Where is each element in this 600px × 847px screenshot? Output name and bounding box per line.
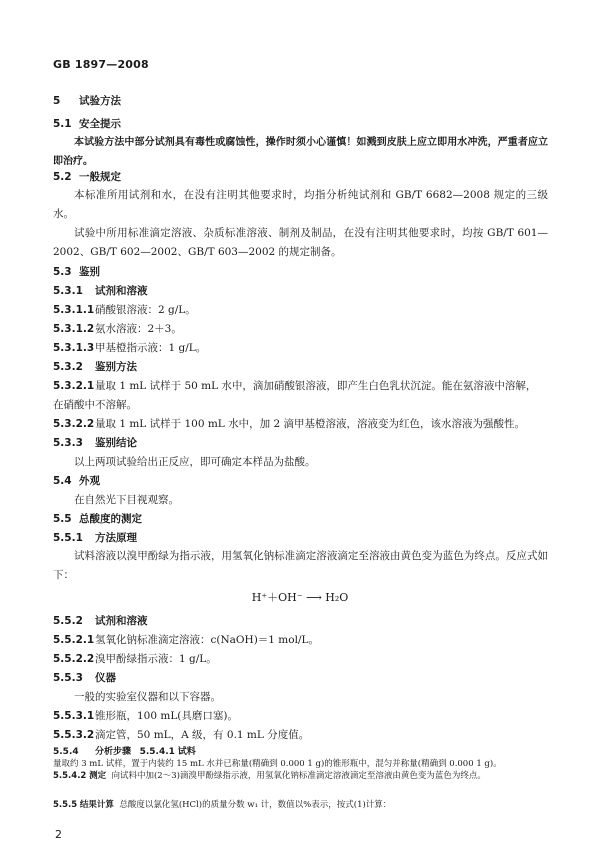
section-number: 5.3.2 — [53, 361, 83, 373]
section-5-5-3-heading — [53, 671, 548, 685]
sample-text: 量取约 3 mL 试样，置于内装约 15 mL 水并已称量(精确到 0.000 1 g)的锥形瓶中，混匀并称量(精确到 0.000 1 g)。 — [53, 759, 502, 769]
item-text: 锥形瓶，100 mL(具磨口塞)。 — [95, 710, 239, 722]
section-number: 5.5.3 — [53, 672, 83, 684]
section-title: 方法原理 — [95, 532, 137, 544]
reaction-equation: H⁺＋OH⁻ ⟶ H₂O — [251, 591, 349, 604]
item-number: 5.5.3.2 — [53, 729, 95, 741]
method-principle-text: 试料溶液以溴甲酚绿为指示液，用氢氧化钠标准滴定溶液滴定至溶液由黄色变为蓝色为终点。反应式如下： — [53, 550, 548, 581]
standard-code-header: GB 1897—2008 — [53, 58, 149, 71]
section-number: 5.5.2 — [53, 615, 83, 627]
item-5-5-2-2 — [53, 652, 548, 666]
section-title: 仪器 — [95, 672, 116, 684]
item-text: 量取 1 mL 试样于 100 mL 水中，加 2 滴甲基橙溶液，溶液变为红色，该水溶液为强酸性。 — [95, 418, 525, 430]
identification-conclusion-text: 以上两项试验给出正反应，即可确定本样品为盐酸。 — [74, 456, 316, 468]
item-number: 5.3.2.1 — [53, 380, 95, 392]
section-title: 分析步骤 — [95, 747, 132, 757]
section-title: 总酸度的测定 — [79, 513, 142, 525]
item-number: 5.5.2.2 — [53, 653, 95, 665]
section-5-3-1-heading — [53, 284, 548, 298]
item-5-5-4-2 — [53, 771, 548, 781]
item-number: 5.5.3.1 — [53, 710, 95, 722]
page-number: 2 — [55, 828, 62, 841]
item-text: 溴甲酚绿指示液：1 g/L。 — [95, 653, 217, 665]
section-5-2-heading — [53, 170, 548, 184]
section-5-5-2-heading — [53, 614, 548, 628]
section-number: 5.3.1 — [53, 285, 83, 297]
section-5-3-3-heading — [53, 436, 548, 450]
item-number: 5.5.2.1 — [53, 634, 95, 646]
section-title: 试验方法 — [79, 95, 121, 107]
item-5-3-2-2 — [53, 417, 548, 431]
item-5-5-3-2 — [53, 728, 548, 742]
section-number: 5.5.4 — [53, 747, 79, 757]
safety-warning-text: 本试验方法中部分试剂具有毒性或腐蚀性，操作时须小心谨慎！如溅到皮肤上应立即用水冲洗，严重者应立即治疗。 — [53, 137, 548, 167]
determination-text: 向试料中加(2～3)滴溴甲酚绿指示液，用氢氧化钠标准滴定溶液滴定至溶液由黄色变为蓝色为终点。 — [111, 771, 486, 781]
item-number: 5.5.4.2 — [53, 771, 87, 781]
item-text: 氢氧化钠标准滴定溶液：c(NaOH)＝1 mol/L。 — [95, 634, 319, 646]
appearance-text: 在自然光下目视观察。 — [74, 494, 179, 506]
calculation-text: 总酸度以氯化氢(HCl)的质量分数 w₁ 计，数值以%表示，按式(1)计算： — [119, 800, 392, 810]
section-title: 鉴别 — [79, 266, 100, 278]
section-title: 一般规定 — [79, 171, 121, 183]
item-number: 5.3.1.2 — [53, 323, 95, 335]
section-number: 5.5.5 — [53, 800, 78, 810]
general-rules-text-1: 本标准所用试剂和水，在没有注明其他要求时，均指分析纯试剂和 GB/T 6682—2008 规定的三级水。 — [53, 189, 548, 220]
section-title: 鉴别方法 — [95, 361, 137, 373]
section-5-heading — [53, 94, 548, 108]
section-number: 5.3 — [53, 266, 72, 278]
instruments-text: 一般的实验室仪器和以下容器。 — [74, 691, 221, 703]
item-5-3-1-3 — [53, 341, 548, 355]
section-number: 5.4 — [53, 475, 72, 487]
general-rules-text-2: 试验中所用标准滴定溶液、杂质标准溶液、制剂及制品，在没有注明其他要求时，均按 GB/T 601—2002、GB/T 602—2002、GB/T 603—2002 的规定制备。 — [53, 227, 548, 258]
item-5-3-2-1 — [53, 379, 548, 393]
item-5-3-1-2 — [53, 322, 548, 336]
item-text: 量取 1 mL 试样于 50 mL 水中，滴加硝酸银溶液，即产生白色乳状沉淀。能在氨溶液中溶解， — [95, 380, 537, 392]
section-5-5-5 — [53, 800, 548, 810]
item-5-5-3-1 — [53, 709, 548, 723]
section-5-5-1-heading — [53, 531, 548, 545]
section-5-5-4-heading — [53, 747, 548, 758]
section-title: 试剂和溶液 — [95, 615, 148, 627]
item-text: 氨水溶液：2＋3。 — [95, 323, 182, 335]
section-title: 安全提示 — [79, 118, 121, 130]
section-number: 5.5 — [53, 513, 72, 525]
item-text: 甲基橙指示液：1 g/L。 — [95, 342, 207, 354]
item-number: 5.3.2.2 — [53, 418, 95, 430]
item-text-continued: 在硝酸中不溶解。 — [53, 399, 137, 411]
item-5-5-2-1 — [53, 633, 548, 647]
section-number: 5.2 — [53, 171, 72, 183]
section-title: 试剂和溶液 — [95, 285, 148, 297]
item-title: 测定 — [89, 771, 107, 781]
section-number: 5.3.3 — [53, 437, 83, 449]
section-title: 结果计算 — [79, 800, 114, 810]
section-5-3-heading — [53, 265, 548, 279]
section-5-3-2-heading — [53, 360, 548, 374]
section-number: 5 — [53, 95, 61, 107]
section-5-5-heading — [53, 512, 548, 526]
section-number: 5.5.1 — [53, 532, 83, 544]
item-number: 5.5.4.1 — [139, 747, 175, 757]
item-5-3-2-1-continued — [53, 398, 548, 412]
item-5-3-1-1 — [53, 303, 548, 317]
item-number: 5.3.1.3 — [53, 342, 95, 354]
section-title: 鉴别结论 — [95, 437, 137, 449]
section-5-4-heading — [53, 474, 548, 488]
section-number: 5.1 — [53, 118, 72, 130]
item-text: 硝酸银溶液：2 g/L。 — [95, 304, 196, 316]
section-5-1-heading — [53, 117, 548, 131]
item-text: 滴定管，50 mL，A 级，有 0.1 mL 分度值。 — [95, 729, 310, 741]
section-title: 外观 — [79, 475, 100, 487]
item-number: 5.3.1.1 — [53, 304, 95, 316]
item-title: 试料 — [177, 747, 196, 757]
